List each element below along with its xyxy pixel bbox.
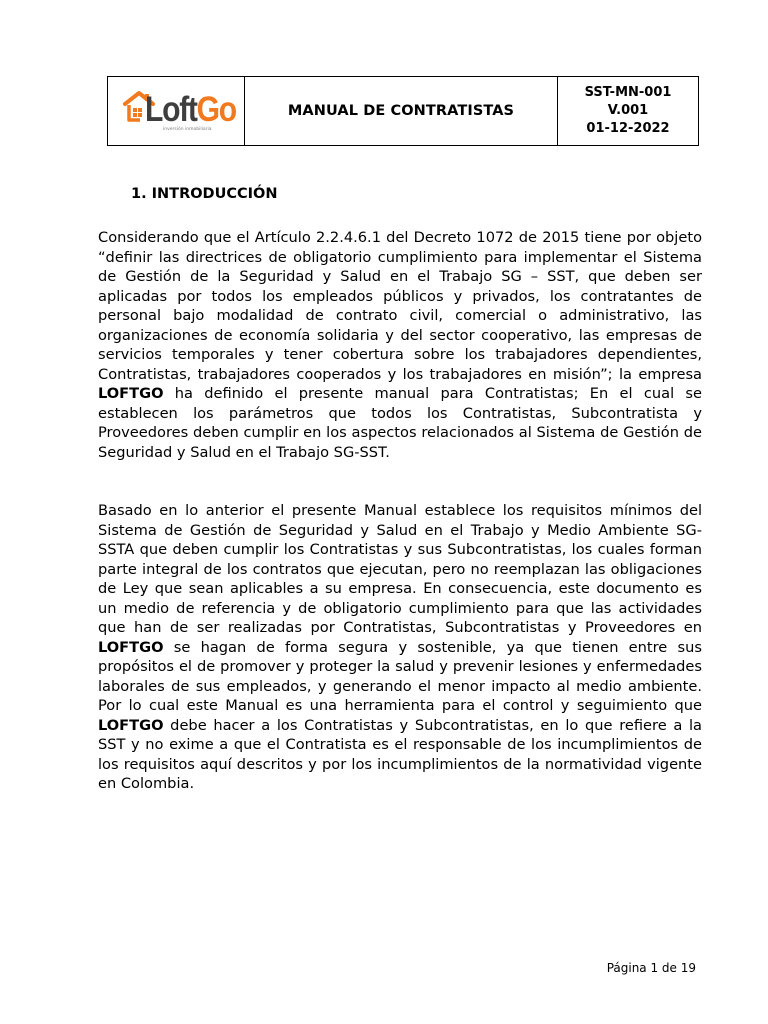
section-heading: 1. INTRODUCCIÓN bbox=[131, 186, 278, 202]
logo-tagline: inversión inmobiliaria bbox=[163, 127, 212, 132]
document-code: SST-MN-001 bbox=[584, 85, 672, 100]
document-code-cell bbox=[558, 77, 698, 145]
logo-wordmark: LoftGo bbox=[145, 90, 236, 129]
company-name-bold: LOFTGO bbox=[98, 638, 164, 656]
document-version: V.001 bbox=[607, 103, 649, 118]
intro-paragraph-1: Considerando que el Artículo 2.2.4.6.1 del Decreto 1072 de 2015 tiene por objeto “definir las directrices de obligatorio cumplimiento para implementar el Sistema de Gestión de la Seguridad y Salud en el Trabajo SG – SST, que deben ser aplicadas por todos los empleados públicos y privados, los contratantes de personal bajo modalidad de contrato civil, comercial o administrativo, las organizaciones de economía solidaria y del sector cooperativo, las empresas de servicios temporales y tener cobertura sobre los trabajadores dependientes, Contratistas, trabajadores cooperados y los trabajadores en misión”; la empresa LOFTGO ha definido el presente manual para Contratistas; En el cual se establecen los parámetros que todos los Contratistas, Subcontratista y Proveedores deben cumplir en los aspectos relacionados al Sistema de Gestión de Seguridad y Salud en el Trabajo SG-SST. bbox=[98, 229, 702, 461]
document-date: 01-12-2022 bbox=[586, 121, 670, 136]
intro-paragraph-2: Basado en lo anterior el presente Manual establece los requisitos mínimos del Sistema de Gestión de Seguridad y Salud en el Trabajo y Medio Ambiente SG-SSTA que deben cumplir los Contratistas y sus Subcontratistas, los cuales forman parte integral de los contratos que ejecutan, pero no reemplazan las obligaciones de Ley que sean aplicables a su empresa. En consecuencia, este documento es un medio de referencia y de obligatorio cumplimiento para que las actividades que han de ser realizadas por Contratistas, Subcontratistas y Proveedores en LOFTGO se hagan de forma segura y sostenible, ya que tienen entre sus propósitos el de promover y proteger la salud y prevenir lesiones y enfermedades laborales de sus empleados, y generando el menor impacto al medio ambiente. Por lo cual este Manual es una herramienta para el control y seguimiento que LOFTGO debe hacer a los Contratistas y Subcontratistas, en lo que refiere a la SST y no exime a que el Contratista es el responsable de los incumplimientos de los requisitos aquí descritos y por los incumplimientos de la normatividad vigente en Colombia. bbox=[98, 502, 702, 792]
page-number: Página 1 de 19 bbox=[606, 961, 696, 975]
company-name-bold: LOFTGO bbox=[98, 385, 164, 402]
company-name-bold: LOFTGO bbox=[98, 716, 164, 734]
document-header-table bbox=[107, 76, 699, 146]
logo-cell bbox=[108, 77, 245, 145]
document-title: MANUAL DE CONTRATISTAS bbox=[245, 77, 558, 145]
